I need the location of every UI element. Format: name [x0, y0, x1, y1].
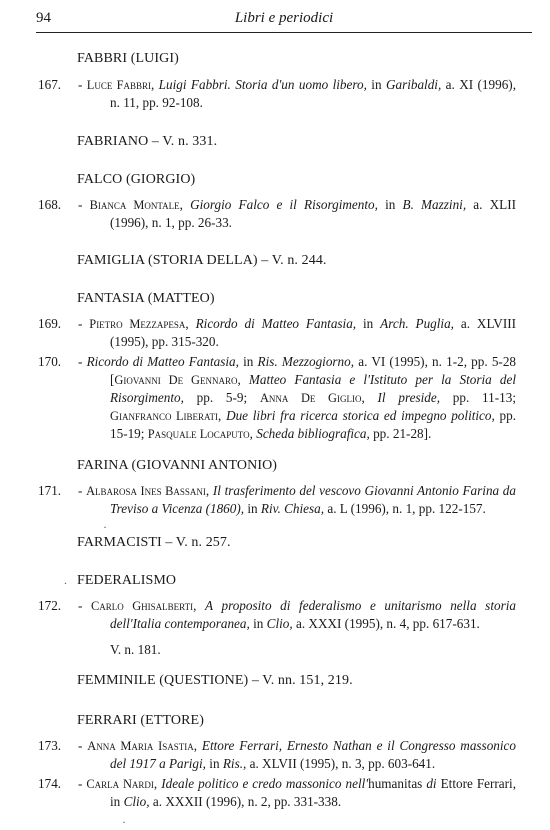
bibliography-entry: 168. - Bianca Montale, Giorgio Falco e il Risorgimento, in B. Mazzini, a. XLII (1996), n. 1, pp. 26-33.	[38, 197, 516, 230]
bibliography-entry: 171. - Albarosa Ines Bassani, Il trasferimento del vescovo Giovanni Antonio Farina da Treviso a Vicenza (1860), in Riv. Chiesa, a. L (1996), n. 1, pp. 122-157.	[38, 483, 516, 516]
section-heading: FARMACISTI – V. n. 257.	[77, 535, 231, 550]
section-heading: FERRARI (ETTORE)	[77, 713, 204, 728]
section-heading: FABRIANO – V. n. 331.	[77, 134, 218, 149]
section-heading: FEDERALISMO	[77, 573, 177, 588]
section-heading: FALCO (GIORGIO)	[77, 172, 196, 187]
bibliography-entry: 167. - Luce Fabbri, Luigi Fabbri. Storia d'un uomo libero, in Garibaldi, a. XI (1996), n. 11, pp. 92-108.	[38, 77, 516, 110]
speck-mark: ·	[103, 520, 107, 534]
speck-mark: .	[64, 573, 67, 587]
bibliography-entry: 169. - Pietro Mezzapesa, Ricordo di Matteo Fantasia, in Arch. Puglia, a. XLVIII (1995), pp. 315-320.	[38, 316, 516, 349]
bibliography-entry: 173. - Anna Maria Isastia, Ettore Ferrari, Ernesto Nathan e il Congresso massonico del 1917 a Parigi, in Ris., a. XLVII (1995), n. 3, pp. 603-641.	[38, 738, 516, 771]
section-heading: FAMIGLIA (STORIA DELLA) – V. n. 244.	[77, 253, 327, 268]
bibliography-entry: 174. - Carla Nardi, Ideale politico e credo massonico nell'humanitas di Ettore Ferrari, in Clio, a. XXXII (1996), n. 2, pp. 331-338.	[38, 776, 516, 809]
section-heading: FEMMINILE (QUESTIONE) – V. nn. 151, 219.	[77, 673, 353, 688]
running-header	[36, 10, 532, 33]
page-number: 94	[36, 10, 51, 26]
section-heading: FANTASIA (MATTEO)	[77, 291, 215, 306]
section-heading: FARINA (GIOVANNI ANTONIO)	[77, 458, 278, 473]
section-heading: FABBRI (LUIGI)	[77, 51, 179, 66]
speck-mark: ·	[122, 815, 126, 829]
bibliography-entry: 172. - Carlo Ghisalberti, A proposito di federalismo e unitarismo nella storia dell'Italia contemporanea, in Clio, a. XXXI (1995), n. 4, pp. 617-631. V. n. 181.	[38, 598, 516, 657]
running-title: Libri e periodici	[234, 10, 334, 26]
bibliography-entry: 170. - Ricordo di Matteo Fantasia, in Ris. Mezzogiorno, a. VI (1995), n. 1-2, pp. 5-28 [Giovanni De Gennaro, Matteo Fantasia e l'Istituto per la Storia del Risorgimento, pp. 5-9; Anna De Giglio, Il preside, pp. 11-13; Gianfranco Liberati, Due libri fra ricerca storica ed impegno politico, pp. 15-19; Pasquale Locaputo, Scheda bibliografica, pp. 21-28].	[38, 354, 517, 441]
